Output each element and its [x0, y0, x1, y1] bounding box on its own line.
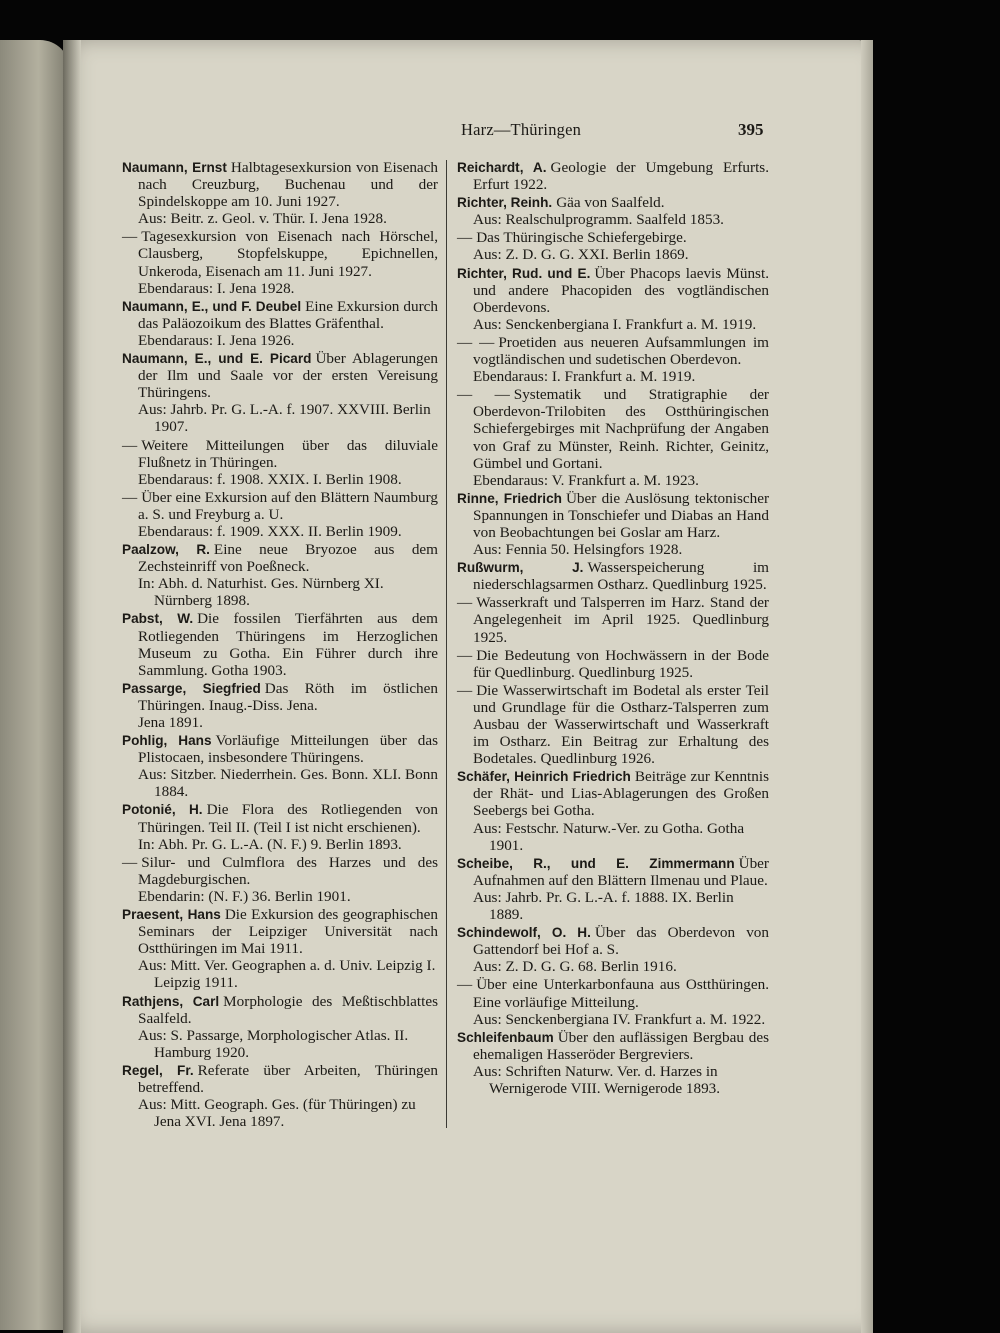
- entry-author: Schäfer, Heinrich Friedrich: [457, 769, 631, 785]
- entry-title: Morphologie des Meßtischblattes Saalfeld.: [138, 992, 439, 1027]
- entry-source: Aus: Festschr. Naturw.-Ver. zu Gotha. Gotha 1901.: [473, 819, 745, 854]
- running-head: Harz—Thüringen: [461, 120, 582, 139]
- entry-source: Aus: Sitzber. Niederrhein. Ges. Bonn. XLI. Bonn 1884.: [138, 766, 438, 801]
- entry-title: Systematik und Stratigraphie der Oberdevon-Trilobiten des Ostthüringischen Schiefergebirges mit Nachprüfung der Angaben von Graf zu Münster, Reinh. Richter, Geinitz, Gümbel und Gortani.: [473, 386, 769, 472]
- page-number: 395: [738, 120, 764, 139]
- page-header: [81, 120, 869, 144]
- entry-author: Naumann, E., und F. Deubel: [122, 298, 302, 314]
- entry-title: Wasserspeicherung im niederschlagsarmen Ostharz. Quedlinburg 1925.: [473, 559, 769, 594]
- bibliography-entry: [457, 594, 769, 645]
- entry-heading: [457, 976, 769, 1010]
- entry-source: Aus: Schriften Naturw. Ver. d. Harzes in Wernigerode VIII. Wernigerode 1893.: [473, 1062, 721, 1097]
- bibliography-entry: [122, 541, 438, 609]
- entry-author: Rinne, Friedrich: [457, 490, 562, 506]
- page-right-edge: [861, 40, 873, 1333]
- entry-heading: [122, 1062, 438, 1096]
- bibliography-entry: [122, 228, 438, 296]
- entry-source: Ebendaraus: f. 1909. XXX. II. Berlin 1909.: [138, 522, 402, 540]
- entry-heading: [457, 159, 769, 193]
- entry-author: —: [122, 488, 138, 506]
- entry-source: Ebendaraus: f. 1908. XXIX. I. Berlin 1908.: [138, 470, 402, 488]
- entry-author: Richter, Rud. und E.: [457, 265, 591, 281]
- bibliography-entry: [457, 334, 769, 385]
- entry-author: Regel, Fr.: [122, 1062, 194, 1078]
- entry-heading: [457, 334, 769, 368]
- entry-author: — —: [457, 386, 510, 404]
- entry-heading: [457, 194, 769, 211]
- entry-heading: [122, 854, 438, 888]
- bibliography-entry: [457, 682, 769, 767]
- entry-heading: [457, 594, 769, 645]
- entry-heading: [457, 855, 769, 889]
- entry-heading: [457, 229, 769, 246]
- entry-source: Aus: Beitr. z. Geol. v. Thür. I. Jena 1928.: [138, 210, 387, 228]
- entry-source: Aus: S. Passarge, Morphologischer Atlas. II. Hamburg 1920.: [138, 1026, 409, 1061]
- entry-heading: [122, 801, 438, 835]
- bibliography-entry: [122, 159, 438, 227]
- entry-author: Rathjens, Carl: [122, 993, 220, 1009]
- entry-source: Aus: Senckenbergiana IV. Frankfurt a. M. 1922.: [473, 1010, 766, 1028]
- entry-source: Ebendaraus: I. Jena 1928.: [138, 279, 295, 297]
- entry-author: —: [457, 681, 473, 699]
- entry-author: — —: [457, 333, 495, 351]
- entry-title: Geologie der Umgebung Erfurts. Erfurt 1922.: [473, 159, 769, 194]
- entry-author: Paalzow, R.: [122, 542, 210, 558]
- entry-title: Vorläufige Mitteilungen über das Plistocaen, insbesondere Thüringens.: [138, 732, 438, 767]
- entry-title: Die fossilen Tierfährten aus dem Rotliegenden Thüringens im Herzoglichen Museum zu Gotha. Ein Führer durch ihre Sammlung. Gotha 1903.: [138, 610, 438, 679]
- bibliography-entry: [457, 159, 769, 193]
- entry-author: —: [122, 436, 138, 454]
- entry-heading: [122, 489, 438, 523]
- entry-heading: [122, 732, 438, 766]
- bibliography-entry: [122, 854, 438, 905]
- entry-source: Aus: Senckenbergiana I. Frankfurt a. M. 1919.: [473, 315, 757, 333]
- entry-heading: [457, 924, 769, 958]
- entry-heading: [457, 768, 769, 819]
- entry-source: Aus: Mitt. Ver. Geographen a. d. Univ. Leipzig I. Leipzig 1911.: [138, 957, 436, 992]
- bibliography-entry: [122, 298, 438, 349]
- entry-heading: [122, 610, 438, 678]
- entry-heading: [122, 298, 438, 332]
- entry-source: Ebendarin: (N. F.) 36. Berlin 1901.: [138, 887, 351, 905]
- entry-title: Weitere Mitteilungen über das diluviale Flußnetz in Thüringen.: [138, 436, 438, 471]
- bibliography-entry: [457, 647, 769, 681]
- entry-author: —: [457, 646, 473, 664]
- entry-heading: [457, 559, 769, 593]
- bibliography-entry: [122, 732, 438, 800]
- entry-title: Die Wasserwirtschaft im Bodetal als erster Teil und Grundlage für die Ostharz-Talsperren zum Ausbau der Wasserwirtschaft und Wasserkraft im Ostharz. Ein Beitrag zur Erhaltung des Bodetales. Quedlinburg 1926.: [473, 681, 769, 768]
- entry-title: Über eine Unterkarbonfauna aus Ostthüringen. Eine vorläufige Mitteilung.: [473, 976, 769, 1011]
- entry-author: —: [457, 976, 473, 994]
- entry-title: Die Bedeutung von Hochwässern in der Bode für Quedlinburg. Quedlinburg 1925.: [473, 646, 769, 681]
- entry-source: Aus: Realschulprogramm. Saalfeld 1853.: [473, 211, 724, 229]
- entry-heading: [457, 1029, 769, 1063]
- bibliography-entry: [457, 559, 769, 593]
- entry-source: In: Abh. d. Naturhist. Ges. Nürnberg XI. Nürnberg 1898.: [138, 575, 384, 610]
- entry-title: Beiträge zur Kenntnis der Rhät- und Lias-Ablagerungen des Großen Seebergs bei Gotha.: [473, 768, 769, 820]
- bibliography-entry: [122, 1062, 438, 1130]
- entry-title: Die Exkursion des geographischen Seminars der Leipziger Universität nach Ostthüringen im Mai 1911.: [138, 906, 438, 958]
- entry-author: Pabst, W.: [122, 611, 194, 627]
- previous-page-edge: [0, 40, 70, 1330]
- bibliography-entry: [457, 194, 769, 228]
- entry-author: Naumann, Ernst: [122, 160, 227, 175]
- bibliography-entry: [457, 265, 769, 333]
- entry-source: Aus: Fennia 50. Helsingfors 1928.: [473, 541, 683, 559]
- bibliography-entry: [457, 976, 769, 1027]
- entry-title: Das Thüringische Schiefergebirge.: [476, 229, 687, 247]
- entry-heading: [122, 993, 438, 1027]
- entry-title: Über Aufnahmen auf den Blättern Ilmenau und Plaue.: [473, 854, 769, 889]
- entry-heading: [122, 680, 438, 714]
- entry-title: Über den auflässigen Bergbau des ehemaligen Hasseröder Bergreviers.: [473, 1028, 769, 1063]
- entry-source: In: Abh. Pr. G. L.-A. (N. F.) 9. Berlin 1893.: [138, 835, 402, 853]
- entry-title: Über die Auslösung tektonischer Spannungen in Tonschiefer und Diabas an Hand von Beobachtungen bei Goslar am Harz.: [473, 489, 770, 541]
- entry-author: Richter, Reinh.: [457, 195, 553, 211]
- bibliography-entry: [122, 680, 438, 731]
- entry-source: Aus: Jahrb. Pr. G. L.-A. f. 1888. IX. Berlin 1889.: [473, 888, 734, 924]
- bibliography-entry: [122, 993, 438, 1061]
- entry-heading: [122, 437, 438, 471]
- bibliography-entry: [122, 350, 438, 435]
- entry-title: Die Flora des Rotliegenden von Thüringen. Teil II. (Teil I ist nicht erschienen).: [138, 801, 438, 836]
- column-divider: [446, 160, 447, 1128]
- entry-author: —: [457, 594, 473, 612]
- entry-author: Potonié, H.: [122, 802, 203, 818]
- entry-title: Referate über Arbeiten, Thüringen betreffend.: [138, 1061, 438, 1096]
- entry-heading: [457, 682, 769, 767]
- entry-title: Silur- und Culmflora des Harzes und des Magdeburgischen.: [138, 853, 438, 888]
- entry-source: Aus: Jahrb. Pr. G. L.-A. f. 1907. XXVIII. Berlin 1907.: [138, 401, 431, 436]
- entry-heading: [122, 228, 438, 279]
- entry-source: Aus: Z. D. G. G. 68. Berlin 1916.: [473, 958, 677, 976]
- entry-title: Über Phacops laevis Münst. und andere Phacopiden des vogtländischen Oberdevons.: [473, 264, 769, 316]
- entry-author: Pohlig, Hans: [122, 733, 212, 749]
- entry-heading: [122, 350, 438, 401]
- entry-title: Eine neue Bryozoe aus dem Zechsteinriff von Poeßneck.: [138, 541, 438, 576]
- bibliography-entry: [457, 768, 769, 853]
- entry-author: —: [457, 229, 473, 247]
- entry-author: Rußwurm, J.: [457, 560, 584, 576]
- bibliography-entry: [457, 229, 769, 263]
- entry-title: Wasserkraft und Talsperren im Harz. Stand der Angelegenheit im April 1925. Quedlinburg 1925.: [473, 594, 769, 646]
- entry-source: Jena 1891.: [138, 714, 203, 731]
- entry-source: Aus: Mitt. Geograph. Ges. (für Thüringen) zu Jena XVI. Jena 1897.: [138, 1096, 416, 1131]
- bibliography-column-left: [122, 159, 438, 1131]
- entry-author: Passarge, Siegfried: [122, 680, 261, 696]
- bibliography-entry: [457, 1029, 769, 1097]
- entry-source: Ebendaraus: V. Frankfurt a. M. 1923.: [473, 471, 699, 489]
- entry-source: Ebendaraus: I. Jena 1926.: [138, 331, 295, 349]
- bibliography-entry: [122, 610, 438, 678]
- entry-heading: [122, 906, 438, 957]
- entry-title: Halbtagesexkursion von Eisenach nach Creuzburg, Buchenau und der Spindelskoppe am 10. Juni 1927.: [138, 159, 438, 211]
- entry-title: Gäa von Saalfeld.: [556, 194, 665, 212]
- entry-title: Über das Oberdevon von Gattendorf bei Hof a. S.: [473, 924, 769, 959]
- entry-author: —: [122, 228, 138, 246]
- bibliography-entry: [457, 855, 769, 923]
- entry-title: Über eine Exkursion auf den Blättern Naumburg a. S. und Freyburg a. U.: [138, 488, 438, 523]
- entry-author: Schindewolf, O. H.: [457, 925, 591, 941]
- entry-heading: [457, 490, 769, 541]
- entry-title: Eine Exkursion durch das Paläozoikum des Blattes Gräfenthal.: [138, 297, 438, 332]
- bibliography-entry: [457, 924, 769, 975]
- bibliography-entry: [122, 437, 438, 488]
- entry-heading: [457, 386, 769, 471]
- entry-author: —: [122, 853, 138, 871]
- bibliography-entry: [122, 801, 438, 852]
- entry-author: Naumann, E., und E. Picard: [122, 351, 312, 367]
- entry-author: Schleifenbaum: [457, 1029, 554, 1045]
- entry-heading: [457, 265, 769, 316]
- entry-title: Über Ablagerungen der Ilm und Saale vor der ersten Vereisung Thüringens.: [138, 350, 438, 402]
- entry-source: Ebendaraus: I. Frankfurt a. M. 1919.: [473, 368, 696, 386]
- bibliography-entry: [457, 386, 769, 489]
- entry-title: Proetiden aus neueren Aufsammlungen im vogtländischen und sudetischen Oberdevon.: [473, 333, 769, 369]
- bibliography-entry: [122, 489, 438, 540]
- page-gutter-shadow: [63, 40, 81, 1333]
- entry-heading: [122, 541, 438, 575]
- entry-author: Reichardt, A.: [457, 160, 547, 175]
- entry-title: Das Röth im östlichen Thüringen. Inaug.-Diss. Jena.: [138, 679, 438, 714]
- entry-heading: [122, 159, 438, 210]
- entry-heading: [457, 647, 769, 681]
- entry-author: Praesent, Hans: [122, 907, 221, 923]
- entry-author: Scheibe, R., und E. Zimmermann: [457, 855, 735, 871]
- entry-source: Aus: Z. D. G. G. XXI. Berlin 1869.: [473, 246, 689, 264]
- bibliography-column-right: [457, 159, 769, 1098]
- entry-title: Tagesexkursion von Eisenach nach Hörschel, Clausberg, Stopfelskuppe, Epichnellen, Unkeroda, Eisenach am 11. Juni 1927.: [138, 228, 438, 280]
- bibliography-entry: [457, 490, 769, 558]
- bibliography-entry: [122, 906, 438, 991]
